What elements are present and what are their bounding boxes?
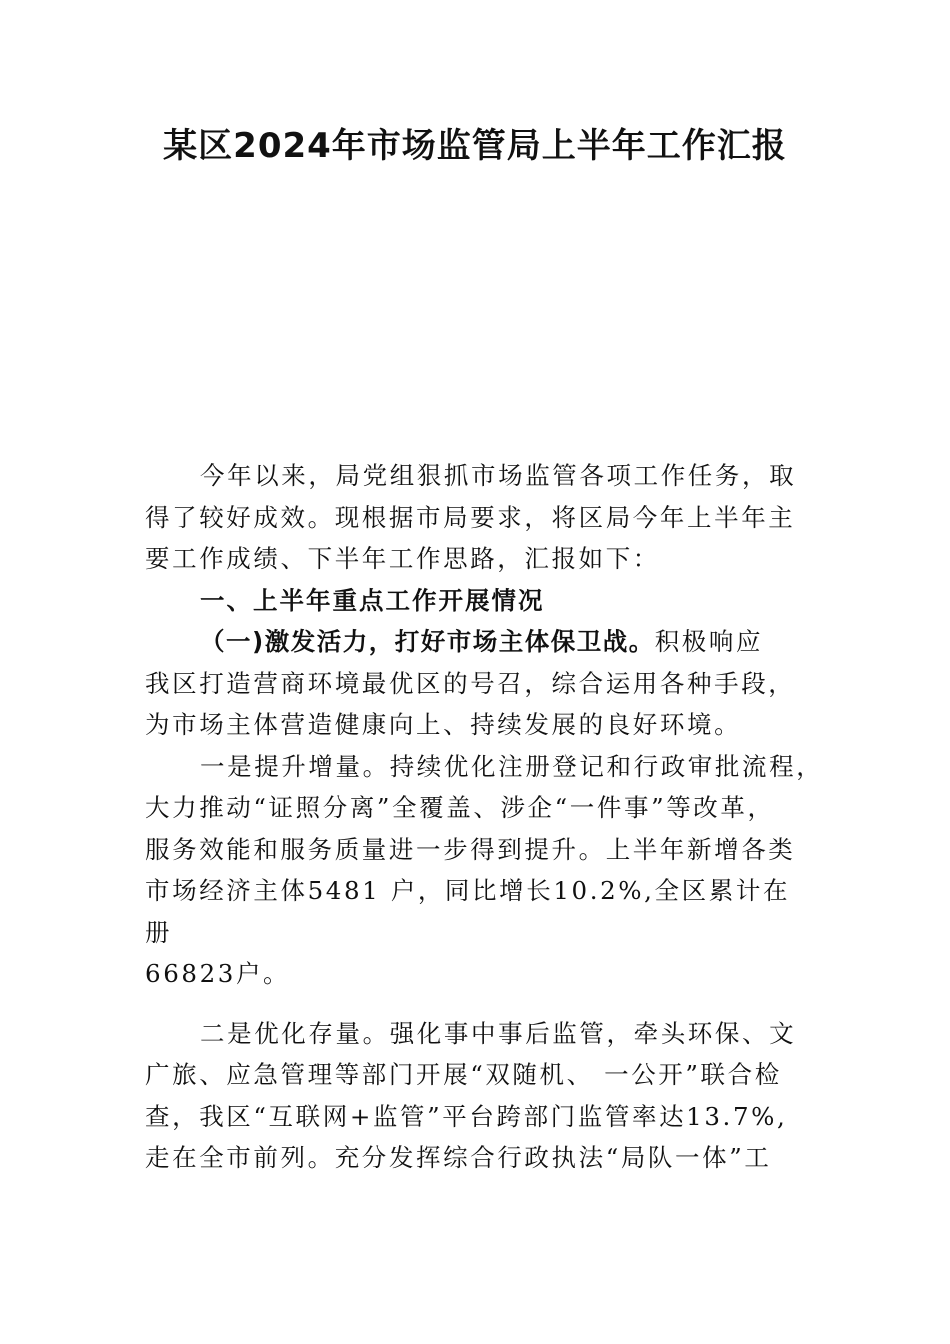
intro-line-2: 得了较好成效。现根据市局要求，将区局今年上半年主	[145, 502, 796, 532]
paragraph-gap	[145, 995, 805, 1013]
item1-line-4: 市场经济主体5481 户，同比增长10.2%,全区累计在	[145, 876, 791, 905]
document-body	[145, 455, 824, 1179]
intro-line-1: 今年以来，局党组狠抓市场监管各项工作任务，取	[200, 461, 797, 490]
sub1-line-2: 我区打造营商环境最优区的号召，综合运用各种手段，	[145, 668, 796, 698]
intro-line-3: 要工作成绩、下半年工作思路，汇报如下：	[145, 544, 660, 573]
item2-line-4: 走在全市前列。充分发挥综合行政执法“局队一体”工	[145, 1143, 772, 1172]
item2-line-1: 二是优化存量。强化事中事后监管，牵头环保、文	[200, 1018, 797, 1048]
sub-heading-line	[145, 621, 805, 663]
sub1-line-3: 为市场主体营造健康向上、持续发展的良好环境。	[145, 710, 742, 739]
item1-line-3: 服务效能和服务质量进一步得到提升。上半年新增各类	[145, 834, 796, 864]
sub-heading-1: （一)激发活力，打好市场主体保卫战。	[200, 627, 655, 656]
item1-line-5: 册	[145, 917, 173, 947]
item1-line-6: 66823户。	[145, 959, 291, 988]
item2-line-2: 广旅、应急管理等部门开展“双随机、 一公开”联合检	[145, 1060, 782, 1089]
item1-line-1: 一是提升增量。持续优化注册登记和行政审批流程，	[200, 751, 824, 781]
item2-line-3: 查，我区“互联网+监管”平台跨部门监管率达13.7%,	[145, 1101, 788, 1131]
document-title: 某区2024年市场监管局上半年工作汇报	[163, 126, 787, 166]
item1-line-2: 大力推动“证照分离”全覆盖、涉企“一件事”等改革，	[145, 793, 775, 822]
sub-heading-trailing-text: 积极响应	[654, 627, 764, 656]
section-heading-1: 一、上半年重点工作开展情况	[200, 585, 545, 615]
